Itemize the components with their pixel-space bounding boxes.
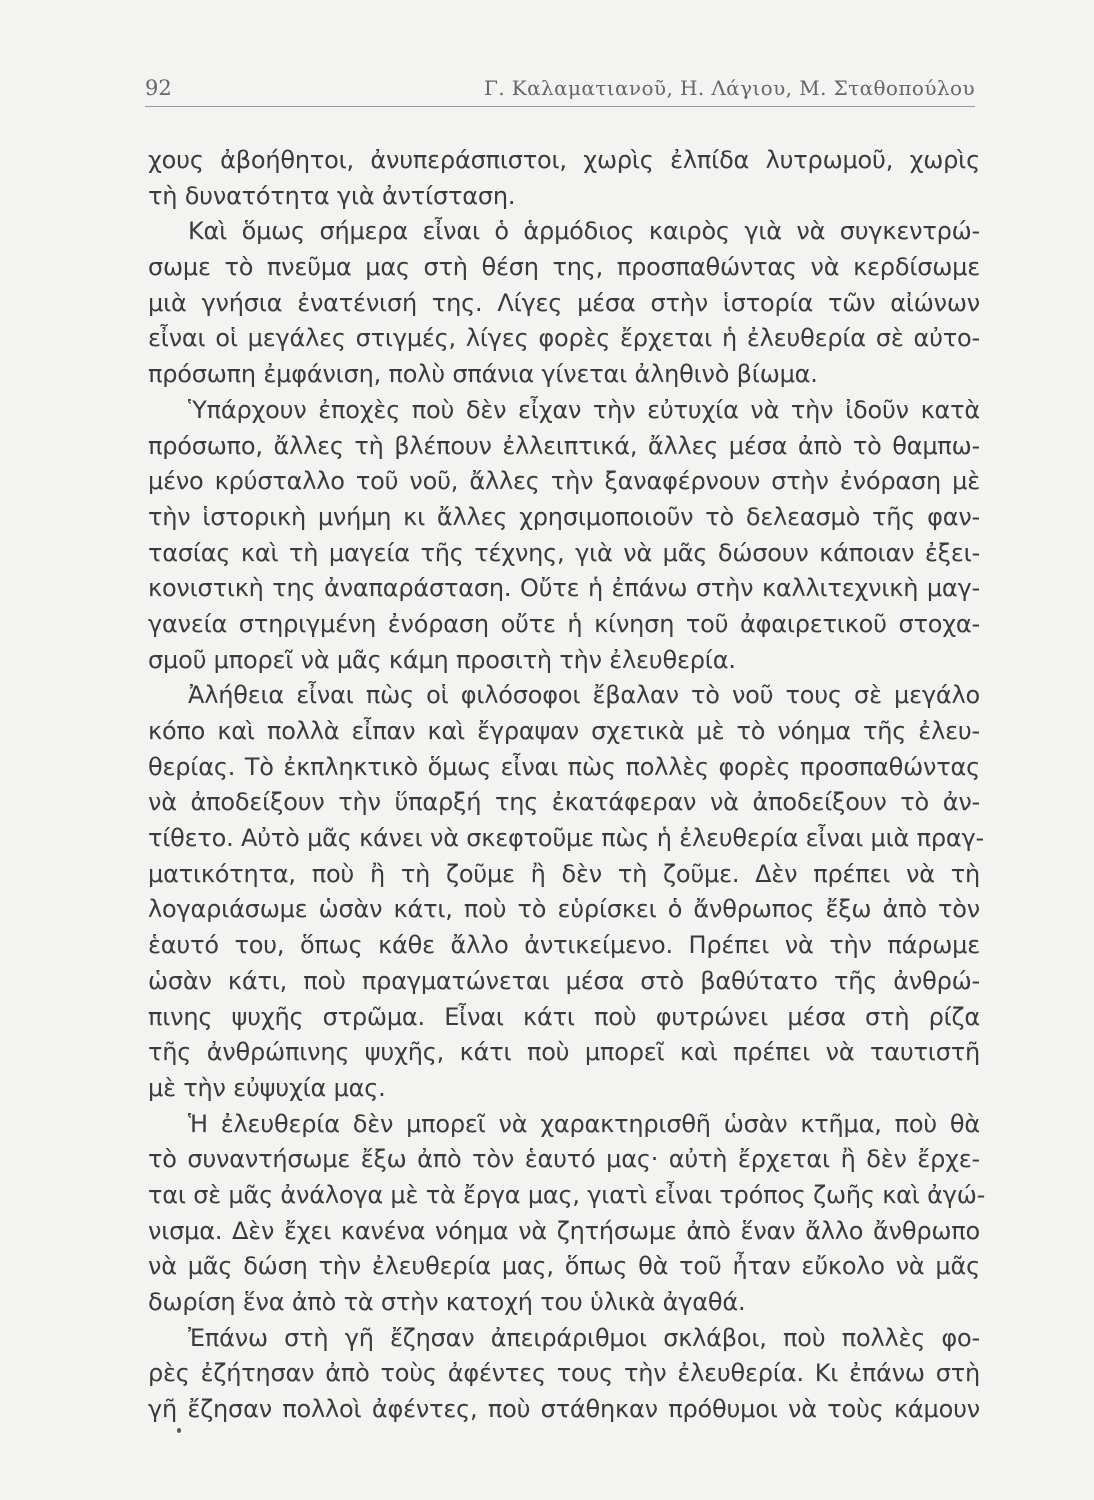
text-line: νισμα. Δὲν ἔχει κανένα νόημα νὰ ζητήσωμε ἀπὸ ἕναν ἄλλο ἄνθρωπο [148, 1216, 980, 1245]
text-line: χους ἀβοήθητοι, ἀνυπεράσπιστοι, χωρὶς ἐλπίδα λυτρωμοῦ, χωρὶς [148, 146, 980, 174]
text-line: θερίας. Τὸ ἐκπληκτικὸ ὅμως εἶναι πὼς πολλὲς φορὲς προσπαθώντας [148, 752, 980, 781]
text-line: τὸ συναντήσωμε ἔξω ἀπὸ τὸν ἑαυτό μας· αὐτὴ ἔρχεται ἢ δὲν ἔρχε- [148, 1145, 980, 1174]
text-line: πρόσωπο, ἄλλες τὴ βλέπουν ἐλλειπτικά, ἄλλες μέσα ἀπὸ τὸ θαμπω- [148, 431, 980, 460]
text-line: ρὲς ἐζήτησαν ἀπὸ τοὺς ἀφέντες τους τὴν ἐλευθερία. Κι ἐπάνω στὴ [148, 1359, 980, 1388]
text-line: Ἀλήθεια εἶναι πὼς οἱ φιλόσοφοι ἔβαλαν τὸ νοῦ τους σὲ μεγάλο [188, 681, 980, 710]
text-line: λογαριάσωμε ὡσὰν κάτι, ποὺ τὸ εὑρίσκει ὁ ἄνθρωπος ἔξω ἀπὸ τὸν [148, 895, 980, 924]
body-text [148, 143, 986, 1428]
text-line: εἶναι οἱ μεγάλες στιγμές, λίγες φορὲς ἔρχεται ἡ ἐλευθερία σὲ αὐτο- [148, 324, 980, 353]
text-line: Ὑπάρχουν ἐποχὲς ποὺ δὲν εἶχαν τὴν εὐτυχία νὰ τὴν ἰδοῦν κατὰ [188, 395, 980, 424]
text-line: ὡσὰν κάτι, ποὺ πραγματώνεται μέσα στὸ βαθύτατο τῆς ἀνθρώ- [148, 966, 980, 995]
text-line: μένο κρύσταλλο τοῦ νοῦ, ἄλλες τὴν ξαναφέρνουν στὴν ἐνόραση μὲ [148, 467, 980, 496]
text-line: σωμε τὸ πνεῦμα μας στὴ θέση της, προσπαθώντας νὰ κερδίσωμε [148, 253, 980, 282]
text-line: ματικότητα, ποὺ ἢ τὴ ζοῦμε ἢ δὲν τὴ ζοῦμε. Δὲν πρέπει νὰ τὴ [148, 859, 980, 888]
text-line: νὰ ἀποδείξουν τὴν ὕπαρξή της ἐκατάφεραν νὰ ἀποδείξουν τὸ ἀν- [148, 788, 980, 817]
text-line: πινης ψυχῆς στρῶμα. Εἶναι κάτι ποὺ φυτρώνει μέσα στὴ ρίζα [148, 1002, 980, 1031]
text-line: τὴν ἱστορικὴ μνήμη κι ἄλλες χρησιμοποιοῦν τὸ δελεασμὸ τῆς φαν- [148, 502, 980, 531]
text-line: μὲ τὴν εὐψυχία μας. [148, 1073, 386, 1102]
text-line: Ἐπάνω στὴ γῆ ἔζησαν ἀπειράριθμοι σκλάβοι, ποὺ πολλὲς φο- [188, 1323, 980, 1352]
text-line: τίθετο. Αὐτὸ μᾶς κάνει νὰ σκεφτοῦμε πὼς ἡ ἐλευθερία εἶναι μιὰ πραγ- [148, 824, 984, 853]
text-line: κόπο καὶ πολλὰ εἶπαν καὶ ἔγραψαν σχετικὰ μὲ τὸ νόημα τῆς ἐλευ- [148, 717, 980, 745]
text-line: τὴ δυνατότητα γιὰ ἀντίσταση. [148, 181, 516, 210]
page-number: 92 [145, 76, 172, 100]
text-line: πρόσωπη ἐμφάνιση, πολὺ σπάνια γίνεται ἀληθινὸ βίωμα. [148, 360, 818, 389]
text-line: ται σὲ μᾶς ἀνάλογα μὲ τὰ ἔργα μας, γιατὶ εἶναι τρόπος ζωῆς καὶ ἀγώ- [148, 1180, 986, 1209]
text-line: κονιστικὴ της ἀναπαράσταση. Οὔτε ἡ ἐπάνω στὴν καλλιτεχνικὴ μαγ- [148, 574, 980, 603]
text-line: Καὶ ὅμως σήμερα εἶναι ὁ ἁρμόδιος καιρὸς γιὰ νὰ συγκεντρώ- [188, 217, 980, 246]
text-line: σμοῦ μπορεῖ νὰ μᾶς κάμη προσιτὴ τὴν ἐλευθερία. [148, 645, 736, 674]
text-line: τῆς ἀνθρώπινης ψυχῆς, κάτι ποὺ μπορεῖ καὶ πρέπει νὰ ταυτιστῆ [148, 1038, 980, 1067]
text-line: δωρίση ἕνα ἀπὸ τὰ στὴν κατοχή του ὑλικὰ ἀγαθά. [148, 1288, 746, 1316]
text-line: Ἡ ἐλευθερία δὲν μπορεῖ νὰ χαρακτηρισθῆ ὡσὰν κτῆμα, ποὺ θὰ [188, 1109, 980, 1138]
text-line: γῆ ἔζησαν πολλοὶ ἀφέντες, ποὺ στάθηκαν πρόθυμοι νὰ τοὺς κάμουν [148, 1395, 980, 1424]
text-line: ἑαυτό του, ὅπως κάθε ἄλλο ἀντικείμενο. Πρέπει νὰ τὴν πάρωμε [148, 931, 980, 960]
text-line: μιὰ γνήσια ἐνατένισή της. Λίγες μέσα στὴν ἱστορία τῶν αἰώνων [148, 288, 980, 317]
text-line: γανεία στηριγμένη ἐνόραση οὔτε ἡ κίνηση τοῦ ἀφαιρετικοῦ στοχα- [148, 609, 980, 638]
ink-speck [177, 1428, 181, 1433]
text-line: νὰ μᾶς δώση τὴν ἐλευθερία μας, ὅπως θὰ τοῦ ἦταν εὔκολο νὰ μᾶς [148, 1252, 980, 1281]
page-header [145, 76, 975, 107]
running-title: Γ. Καλαματιανοῦ, Η. Λάγιου, Μ. Σταθοπούλου [483, 76, 975, 100]
text-line: τασίας καὶ τὴ μαγεία τῆς τέχνης, γιὰ νὰ μᾶς δώσουν κάποιαν ἐξει- [148, 538, 980, 567]
